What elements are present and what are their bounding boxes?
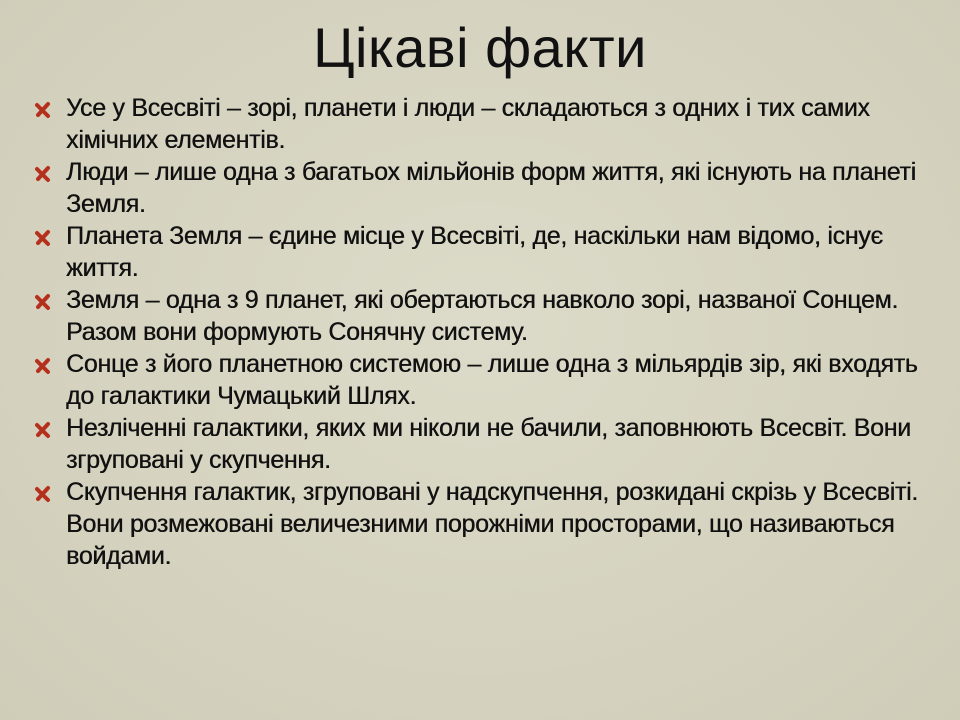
x-mark-icon <box>34 485 52 503</box>
x-mark-icon <box>34 293 52 311</box>
x-mark-icon <box>34 421 52 439</box>
bullet-text: Земля – одна з 9 планет, які обертаються навколо зорі, названої Сонцем. Разом вони формують Сонячну систему. <box>66 286 899 346</box>
bullet-item <box>32 476 937 572</box>
bullet-text: Люди – лише одна з багатьох мільйонів форм життя, які існують на планеті Земля. <box>66 158 916 218</box>
slide-title: Цікаві факти <box>313 16 647 79</box>
bullet-text: Незліченні галактики, яких ми ніколи не бачили, заповнюють Всесвіт. Вони згруповані у скупчення. <box>66 414 911 474</box>
bullet-item <box>32 92 937 156</box>
x-mark-icon <box>34 229 52 247</box>
bullet-text: Скупчення галактик, згруповані у надскупчення, розкидані скрізь у Всесвіті. Вони розмежовані величезними порожніми просторами, що називаються войдами. <box>66 478 918 570</box>
x-mark-icon <box>34 165 52 183</box>
bullet-text: Усе у Всесвіті – зорі, планети і люди – складаються з одних і тих самих хімічних елементів. <box>66 94 870 154</box>
bullet-item <box>32 412 937 476</box>
bullet-list <box>32 92 937 572</box>
bullet-item <box>32 348 937 412</box>
bullet-text: Планета Земля – єдине місце у Всесвіті, де, наскільки нам відомо, існує життя. <box>66 222 883 282</box>
bullet-item <box>32 220 937 284</box>
bullet-text: Сонце з його планетною системою – лише одна з мільярдів зір, які входять до галактики Чумацький Шлях. <box>66 350 918 410</box>
x-mark-icon <box>34 101 52 119</box>
x-mark-icon <box>34 357 52 375</box>
bullet-item <box>32 156 937 220</box>
bullet-item <box>32 284 937 348</box>
